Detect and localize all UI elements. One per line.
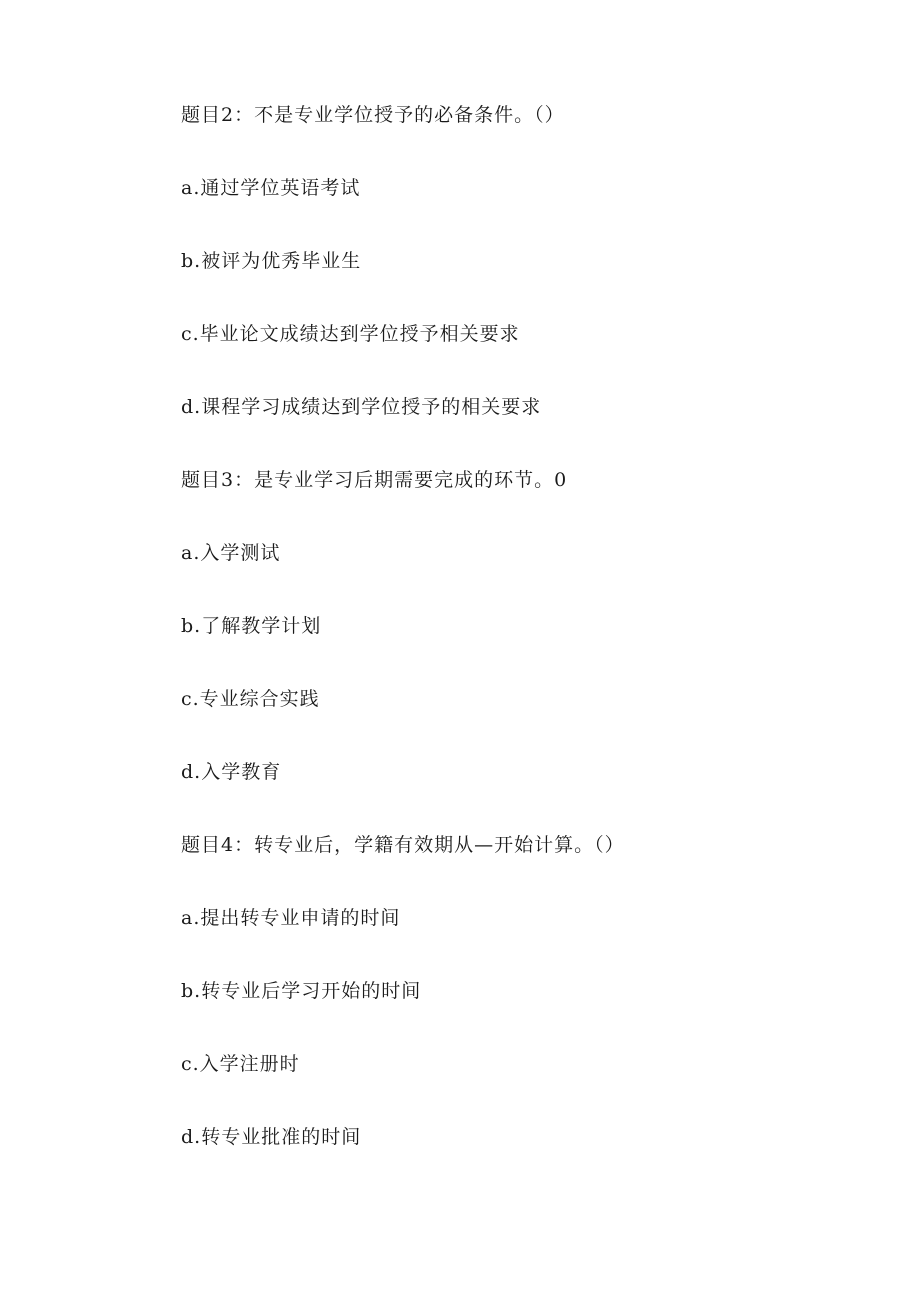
option-d: d.转专业批准的时间 [181, 1126, 362, 1148]
option-c: c.专业综合实践 [181, 688, 320, 710]
question-3 [181, 462, 861, 827]
option-b: b.转专业后学习开始的时间 [181, 980, 422, 1002]
option-d: d.入学教育 [181, 761, 282, 783]
question-2 [181, 97, 861, 462]
question-stem: 题目2：不是专业学位授予的必备条件。（） [181, 104, 565, 126]
question-stem: 题目4：转专业后，学籍有效期从—开始计算。（） [181, 834, 625, 856]
option-a: a.通过学位英语考试 [181, 177, 361, 199]
option-b: b.了解教学计划 [181, 615, 322, 637]
option-a: a.入学测试 [181, 542, 281, 564]
option-c: c.毕业论文成绩达到学位授予相关要求 [181, 323, 520, 345]
option-a: a.提出转专业申请的时间 [181, 907, 401, 929]
question-list [181, 97, 861, 1192]
option-d: d.课程学习成绩达到学位授予的相关要求 [181, 396, 542, 418]
option-b: b.被评为优秀毕业生 [181, 250, 362, 272]
question-stem: 题目3：是专业学习后期需要完成的环节。0 [181, 469, 568, 491]
option-c: c.入学注册时 [181, 1053, 300, 1075]
question-4 [181, 827, 861, 1192]
